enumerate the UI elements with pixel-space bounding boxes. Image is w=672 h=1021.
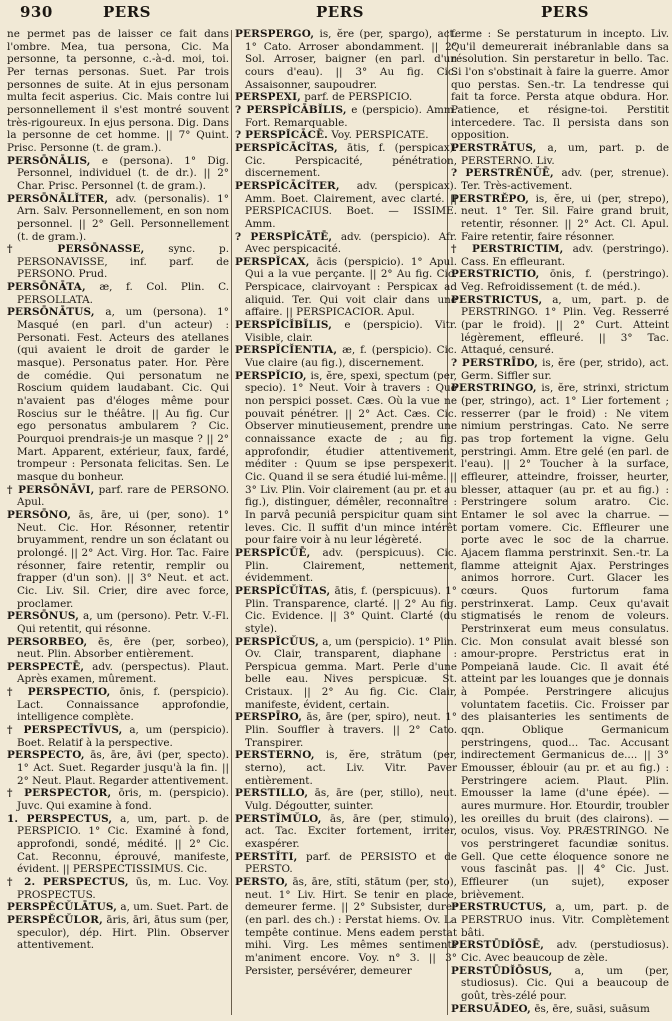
running-head-center: PERS	[316, 3, 365, 21]
dictionary-entry	[235, 547, 457, 585]
entry-headword: † PERSPECTĪVUS,	[7, 724, 123, 737]
dictionary-entry	[7, 509, 229, 610]
entry-headword: PERSPĬCĬBĬLIS,	[235, 319, 333, 332]
dictionary-entry	[235, 370, 457, 547]
dictionary-entry	[235, 91, 457, 104]
entry-text: a, um. Suet. Part. de	[120, 901, 229, 914]
entry-text: ās, āre, ui (per, sono). 1° Neut. Cic. Hor. Résonner, retentir bruyamment, rendre un son éclatant ou prolongé. || 2° Act. Virg. Hor. Tac. Faire résonner, faire retentir, remplir ou frapper (d'un son). || 3° Neut. et act. Cic. Liv. Sil. Crier, dire avec force, proclamer.	[17, 508, 229, 610]
entry-headword: PERSTRINGO,	[451, 382, 537, 395]
dictionary-entry	[451, 939, 669, 964]
entry-text: a, um (per, studiosus). Cic. Qui a beaucoup de goût, très-zélé pour.	[461, 964, 669, 1002]
dictionary-entry	[235, 636, 457, 712]
entry-text: ūs, m. Luc. Voy. PROSPECTUS.	[17, 875, 229, 901]
entry-text: æ, f. Col. Plin. C. PERSOLLATA.	[17, 281, 229, 306]
entry-headword: PERSPĬCĀCĬTER,	[235, 179, 340, 192]
entry-headword: PERSTRICTIO,	[451, 268, 540, 281]
entry-headword: † PERSŌNĀVI,	[7, 483, 95, 496]
entry-text: āris, āri, ātus sum (per, speculor), dép. Hirt. Plin. Observer attentivement.	[17, 913, 229, 952]
entry-text: a, um, part. p. de PERSPICIO. 1° Cic. Examiné à fond, approfondi, sondé, médité. || 2° Cic. Cat. Reconnu, éprouvé, manifeste, évident. || PERSPECTISSIMUS. Cic.	[17, 812, 229, 876]
entry-headword: PERSPĬCŬUS,	[235, 635, 319, 648]
entry-headword: PERSTŪDĬŌSĒ,	[451, 939, 545, 952]
dictionary-entry	[451, 357, 669, 382]
dictionary-entry	[7, 610, 229, 635]
dictionary-entry	[7, 28, 229, 155]
dictionary-entry	[7, 155, 229, 193]
entry-headword: ? PERSPĬCĀBĬLIS,	[235, 103, 347, 116]
entry-text: ātis, f. (perspicuus). 1° Plin. Transparence, clarté. || 2° Au fig. Cic. Evidence. || 3° Quint. Clarté (du style).	[245, 584, 457, 635]
column-3	[451, 28, 669, 1016]
dictionary-entry	[451, 142, 669, 167]
entry-headword: ? PERSPĬCĀTĒ,	[235, 230, 333, 243]
dictionary-entry	[235, 319, 457, 344]
entry-headword: PERSPĬCĀCĬTAS,	[235, 141, 338, 154]
entry-text: ōnis, f. (perstringo). Veg. Refroidissement (t. de méd.).	[461, 268, 669, 294]
dictionary-entry	[7, 749, 229, 787]
dictionary-entry	[451, 901, 669, 939]
dictionary-entry	[7, 914, 229, 952]
entry-headword: PERSPECTO,	[7, 749, 85, 762]
entry-headword: PERSŌNĀTUS,	[7, 306, 95, 319]
entry-headword: PERSPĬCŬĒ,	[235, 546, 311, 559]
entry-text: a, um (persona). 1° Masqué (en parl. d'un acteur) : Personati. Fest. Acteurs des atellanes (qui avaient le droit de garder le masque). Personatus pater. Hor. Père de comédie. Qui personatum ne Roscium quidem laudabant. Cic. Qui n'avaient pas d'éloges même pour Roscius sur le théâtre. || Au fig. Cur ego personatus ambularem ? Cic. Pourquoi prendrais-je un masque ? || 2° Mart. Apparent, extérieur, faux, fardé, trompeur : Personata felicitas. Sen. Le masque du bonheur.	[17, 306, 229, 483]
entry-text: ās, āre (per, stimulo), act. Tac. Exciter fortement, irriter, exaspérer.	[245, 812, 457, 850]
entry-text: adv. (perstringo). Cass. En effleurant.	[461, 243, 669, 268]
entry-text: ne permet pas de laisser ce fait dans l'ombre. Mea, tua persona, Cic. Ma personne, ta personne, c.-à-d. moi, toi. Per ternas personas. Suet. Par trois personnes de suite. At in ejus personam multa fecit asperius. Cic. Mais contre lui personnellement il s'est montré souvent très-rigoureux. In ejus persona. Dig. Dans la personne de cet homme. || 7° Quint. Prisc. Personne (t. de gram.).	[7, 28, 229, 154]
entry-text: sync. p. PERSONAVISSE, inf. parf. de PERSONO. Prud.	[17, 243, 229, 281]
entry-text: ātis, f. (perspicax). Cic. Perspicacité, pénétration, discernement.	[245, 141, 457, 180]
entry-text: adv. (perspicax). Amm. Boet. Clairement, avec clarté. || PERSPICACIUS. Boet. — ISSIME. Amm.	[245, 179, 457, 230]
entry-headword: PERSŌNO,	[7, 508, 72, 521]
entry-text: a, um, part. p. de PERSTRUO inus. Vitr. Complètement bâti.	[461, 901, 669, 939]
dictionary-entry	[235, 129, 457, 142]
entry-headword: PERSPEXI,	[235, 91, 301, 104]
entry-text: a, um, part. p. de PERSTRINGO. 1° Plin. Veg. Resserré (par le froid). || 2° Curt. Atteint légèrement, effleuré. || 3° Tac. Attaqué, censuré.	[461, 293, 669, 357]
entry-text: a, um, part. p. de PERSTERNO. Liv.	[461, 141, 669, 167]
dictionary-entry	[235, 787, 457, 812]
column-divider	[231, 30, 232, 1015]
entry-headword: † PERSPECTIO,	[7, 686, 111, 699]
entry-text: a, um (persono). Petr. V.-Fl. Qui retentit, qui résonne.	[17, 610, 229, 635]
entry-text: ōnis, f. (perspicio). Lact. Connaissance approfondie, intelligence complète.	[17, 686, 229, 724]
dictionary-entry	[7, 876, 229, 901]
column-1	[7, 28, 229, 1016]
entry-text: parf. de PERSISTO et de PERSTO.	[245, 850, 457, 876]
dictionary-entry	[235, 749, 457, 787]
entry-headword: PERSŌNĀLĬTER,	[7, 192, 109, 205]
dictionary-entry	[7, 724, 229, 749]
dictionary-entry	[235, 876, 457, 977]
column-2	[235, 28, 457, 1016]
dictionary-entry	[7, 636, 229, 661]
entry-headword: PERSTERNO,	[235, 749, 315, 762]
entry-headword: ? PERSPĬCĀCĒ.	[235, 129, 328, 142]
entry-headword: PERSPERGO,	[235, 28, 315, 40]
entry-text: ās, āre, stĭti, stātum (per, sto), neut. 1° Liv. Hirt. Se tenir en place, demeurer ferme. || 2° Subsister, durer (en parl. des ch.) : Perstat hiems. Ov. La tempête continue. Mens eadem perstat mihi. Virg. Les mêmes sentiments m'animent encore. Voy. n° 3. || 3° Persister, persévérer, demeurer	[245, 875, 457, 977]
dictionary-entry	[235, 711, 457, 749]
dictionary-entry	[7, 484, 229, 509]
entry-headword: PERSTILLO,	[235, 787, 309, 800]
entry-headword: PERSTO,	[235, 875, 289, 888]
dictionary-entry	[451, 965, 669, 1003]
entry-text: ās, āre, āvi (per, specto). 1° Act. Suet. Regarder jusqu'à la fin. || 2° Neut. Plaut. Regarder attentivement.	[17, 749, 229, 787]
entry-headword: PERSŌNĀLIS,	[7, 154, 91, 167]
entry-text: is, ĕre (per, strido), act. Germ. Siffler sur.	[461, 357, 669, 382]
dictionary-entry	[7, 243, 229, 281]
dictionary-entry	[7, 281, 229, 306]
entry-headword: PERSŌNUS,	[7, 610, 80, 623]
entry-text: is, ĕre (per, spargo), act. 1° Cato. Arroser abondamment. || 2° Sol. Arroser, baigner (en parl. d'un cours d'eau). || 3° Au fig. Cic. Assaisonner, saupoudrer.	[245, 28, 457, 91]
entry-headword: PERSPĬCIO,	[235, 369, 307, 382]
entry-headword: PERSPĬCĬENTIA,	[235, 344, 338, 357]
entry-text: ās, āre (per, stillo), neut. Vulg. Dégoutter, suinter.	[245, 787, 457, 813]
dictionary-entry	[235, 851, 457, 876]
dictionary-entry	[235, 142, 457, 180]
dictionary-entry	[7, 686, 229, 724]
dictionary-entry	[235, 28, 457, 91]
entry-text: parf. rare de PERSONO. Apul.	[17, 483, 229, 509]
dictionary-entry	[7, 661, 229, 686]
entry-headword: PERSPĔCŬLOR,	[7, 913, 103, 926]
entry-text: e (persona). 1° Dig. Personnel, individuel (t. de dr.). || 2° Char. Prisc. Personnel (t. de gram.).	[17, 154, 229, 192]
entry-headword: ? PERSTRĪDO,	[451, 357, 539, 370]
dictionary-entry	[451, 382, 669, 901]
dictionary-entry	[451, 167, 669, 192]
running-head-right: PERS	[541, 3, 590, 21]
entry-headword: PERSTĬMŬLO,	[235, 812, 322, 825]
entry-text: a, um (perspicio). Boet. Relatif à la perspective.	[17, 724, 229, 749]
dictionary-entry	[235, 231, 457, 256]
dictionary-entry	[7, 306, 229, 483]
entry-headword: PERSPĪRO,	[235, 711, 303, 724]
entry-headword: † 2. PERSPECTUS,	[7, 875, 129, 888]
entry-headword: PERSPĬCAX,	[235, 255, 310, 268]
dictionary-entry	[7, 901, 229, 914]
entry-text: adv. (perspicuus). Cic. Plin. Clairement, nettement, évidemment.	[245, 546, 457, 585]
entry-headword: PERSTŪDĬŌSUS,	[451, 964, 553, 977]
entry-headword: PERSORBEO,	[7, 635, 88, 648]
running-head-left: PERS	[103, 3, 152, 21]
dictionary-entry	[235, 344, 457, 369]
entry-text: adv. (perspectus). Plaut. Après examen, mûrement.	[17, 660, 229, 686]
entry-text: is, ĕre, spexi, spectum (per, specio). 1° Neut. Voir à travers : Quo non perspici posset. Cæs. Où la vue ne pouvait pénétrer. || 2° Act. Cæs. Cic. Observer minutieusement, prendre une connaissance exacte de ; au fig. approfondir, étudier attentivement, méditer : Quum se ipse perspexerit. Cic. Quand il se sera étudié lui-même. || 3° Liv. Plin. Voir clairement (au pr. et au fig.), distinguer, démêler, reconnaître : In parvâ pecuniâ perspicitur quam sint leves. Cic. Il suffit d'un mince intérêt pour faire voir à nu leur légèreté.	[245, 369, 457, 547]
entry-text: Voy. PERSPICATE.	[331, 129, 429, 142]
entry-headword: PERSPĬCŬĬTAS,	[235, 584, 331, 597]
entry-text: is, ĕre, strātum (per, sterno), act. Liv. Vitr. Paver entièrement.	[245, 749, 457, 787]
entry-text: e (perspicio). Amm. Fort. Remarquable.	[245, 103, 457, 129]
entry-headword: PERSPĔCŬLĀTUS,	[7, 901, 118, 914]
dictionary-entry	[7, 813, 229, 876]
entry-headword: PERSTRICTUS,	[451, 293, 543, 306]
entry-text: adv. (perstudiosus). Cic. Avec beaucoup de zèle.	[461, 939, 669, 964]
dictionary-entry	[235, 813, 457, 851]
dictionary-entry	[7, 787, 229, 812]
entry-text: ēs, ēre (per, sorbeo), neut. Plin. Absorber entièrement.	[17, 635, 229, 661]
entry-text: adv. (perspicio). Afr. Avec perspicacité.	[245, 230, 457, 256]
entry-text: e (perspicio). Vitr. Visible, clair.	[245, 319, 457, 344]
entry-text: a, um (perspicio). 1° Plin. Ov. Clair, transparent, diaphane : Perspicua gemma. Mart. Perle d'une belle eau. Nives perspicuæ. St. Cristaux. || 2° Au fig. Cic. Clair, manifeste, évident, certain.	[245, 635, 457, 711]
entry-text: adv. (personalis). 1° Arn. Salv. Personnellement, en son nom personnel. || 2° Gell. Personnellement (t. de gram.).	[17, 192, 229, 243]
dictionary-entry	[7, 193, 229, 244]
entry-headword: † PERSŌNASSE,	[7, 243, 145, 256]
entry-headword: 1. PERSPECTUS,	[7, 812, 113, 825]
dictionary-entry	[451, 193, 669, 244]
entry-text: ēs, ēre, suāsi, suāsum	[534, 1002, 650, 1015]
entry-text: is, ĕre, ui (per, strepo), neut. 1° Ter. Sil. Faire grand bruit, retentir, résonner. || 2° Act. Cl. Apul. Faire retentir, faire résonner.	[461, 192, 669, 243]
entry-headword: ? PERSTRĔNŬĒ,	[451, 167, 554, 180]
entry-headword: † PERSPECTOR,	[7, 787, 112, 800]
dictionary-entry	[451, 1003, 669, 1016]
dictionary-entry	[235, 585, 457, 636]
entry-headword: † PERSTRICTIM,	[451, 243, 564, 256]
entry-headword: PERSUĀDEO,	[451, 1002, 531, 1015]
entry-text: ās, āre (per, spiro), neut. 1° Plin. Souffler à travers. || 2° Cato. Transpirer.	[245, 711, 457, 749]
dictionary-entry	[235, 256, 457, 319]
dictionary-entry	[451, 243, 669, 268]
entry-headword: PERSTRĀTUS,	[451, 141, 537, 154]
entry-headword: PERSPECTĒ,	[7, 660, 85, 673]
entry-text: parf. de PERSPICIO.	[304, 91, 413, 104]
page-number: 930	[20, 3, 53, 21]
entry-text: ferme : Se perstaturum in incepto. Liv. Qu'il demeurerait inébranlable dans sa résolution. Sin perstaretur in bello. Tac. Si l'on s'obstinait à faire la guerre. Amor quo perstas. Sen.-tr. La tendresse qui fait ta force. Persta atque obdura. Hor. Patience, et résigne-toi. Perstitit intercedere. Tac. Il persista dans son opposition.	[451, 28, 669, 142]
entry-headword: PERSTRĔPO,	[451, 192, 530, 205]
entry-text: ōris, m. (perspicio). Juvc. Qui examine à fond.	[17, 787, 229, 813]
entry-headword: PERSŌNĀTA,	[7, 281, 86, 294]
running-head	[0, 3, 672, 29]
dictionary-entry	[451, 268, 669, 293]
dictionary-entry	[235, 104, 457, 129]
entry-headword: PERSTĬTI,	[235, 850, 298, 863]
entry-text: is, ĕre, strinxi, strictum (per, stringo), act. 1° Lier fortement ; resserrer (par le froid) : Ne vitem nimium perstringas. Cato. Ne serre pas trop fortement la vigne. Gelu perstringi. Amm. Etre gelé (en parl. de l'eau). || 2° Toucher à la surface, effleurer, atteindre, froisser, heurter, blesser, attaquer (au pr. et au fig.) : Perstringere solum aratro. Cic. Entamer le sol avec la charrue. — portam vomere. Cic. Effleurer une porte avec le soc de la charrue. Ajacem flamma perstrinxit. Sen.-tr. La flamme atteignit Ajax. Perstringes animos horrore. Curt. Glacer les cœurs. Quos furtorum fama perstrinxerat. Lamp. Ceux qu'avait stigmatisés le renom de voleurs. Perstrinxerat eum meus consulatus. Cic. Mon consulat avait blessé son amour-propre. Perstrictus erat in Pompeiană laude. Cic. Il avait été atteint par les louanges que je donnais à Pompée. Perstringere alicujus voluntatem facetiis. Cic. Froisser par des plaisanteries les sentiments de qqn. Oblique Germanicum perstringens, quod... Tac. Accusant indirectement Germanicus de.... || 3° Emousser, éblouir (au pr. et au fig.) : Perstringere aciem. Plaut. Plin. Emousser la lame (d'une épée). — aures murmure. Hor. Etourdir, troubler les oreilles du bruit (des clairons). — oculos, visus. Voy. PRÆSTRINGO. Ne vos perstringeret facundiæ sonitus. Gell. Que cette éloquence sonore ne vous fascinât pas. || 4° Cic. Just. Effleurer (un sujet), exposer brièvement.	[461, 382, 669, 901]
dictionary-entry	[235, 180, 457, 231]
entry-text: æ, f. (perspicio). Cic. Vue claire (au fig.), discernement.	[245, 344, 457, 370]
dictionary-entry	[451, 294, 669, 357]
dictionary-entry	[451, 28, 669, 142]
entry-text: adv. (per, strenue). Ter. Très-activement.	[461, 167, 669, 192]
entry-text: ācis (perspicio). 1° Apul. Qui a la vue perçante. || 2° Au fig. Cic. Perspicace, clairvoyant : Perspicax ad aliquid. Ter. Qui voit clair dans une affaire. || PERSPICACIOR. Apul.	[245, 255, 457, 319]
entry-headword: PERSTRUCTUS,	[451, 901, 547, 914]
